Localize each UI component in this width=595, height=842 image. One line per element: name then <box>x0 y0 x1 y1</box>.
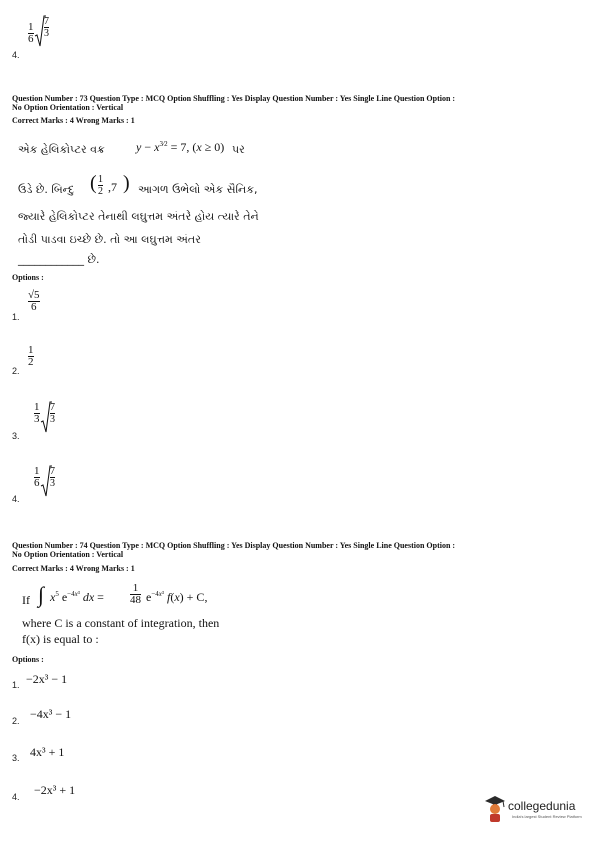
q73-option-1-value[interactable]: √5 6 <box>28 289 40 313</box>
graduate-mascot-icon <box>482 793 508 823</box>
numerator: 1 <box>28 21 34 33</box>
q73-point-paren-close: ) <box>123 172 130 194</box>
q74-header-line2: No Option Orientation : Vertical <box>12 550 124 559</box>
q73-option-2-number[interactable]: 2. <box>12 366 20 376</box>
q73-option-4-root: 7 3 <box>50 466 55 489</box>
q74-header-line1: Question Number : 74 Question Type : MCQ Option Shuffling : Yes Display Question Number : Yes Single Line Question Option : <box>12 541 456 550</box>
q73-option-4-fraction[interactable]: 1 6 <box>34 465 40 489</box>
q73-option-3-fraction[interactable]: 1 3 <box>34 401 40 425</box>
q74-line2: where C is a constant of integration, then <box>22 616 220 630</box>
q74-option-2-number[interactable]: 2. <box>12 716 20 726</box>
q73-options-label: Options : <box>12 273 44 282</box>
q74-option-4-value[interactable]: −2x³ + 1 <box>34 783 76 797</box>
q74-options-label: Options : <box>12 655 44 664</box>
brand-logo-text: collegedunia <box>508 799 576 813</box>
integral-sign: ∫ <box>38 582 45 607</box>
denominator-coef: 6 <box>28 33 34 45</box>
q73-text-line3: જ્યારે હેલિકોપ્ટર તેનાથી લઘુત્તમ અંતરે હોય ત્યારે તેને <box>18 210 259 223</box>
q74-if-text: If <box>22 593 30 607</box>
option-4-root: 7 3 <box>44 16 49 39</box>
q74-option-3-value[interactable]: 4x³ + 1 <box>30 745 65 759</box>
q74-integrand: $x^5$ $e^{-4x^3}$ dx = <box>50 590 104 604</box>
q73-option-3-root: 7 3 <box>50 402 55 425</box>
q74-marks: Correct Marks : 4 Wrong Marks : 1 <box>12 564 135 573</box>
q73-point-x: 1 2 <box>98 174 103 197</box>
q73-marks: Correct Marks : 4 Wrong Marks : 1 <box>12 116 135 125</box>
q74-option-4-number[interactable]: 4. <box>12 792 20 802</box>
q74-line3: f(x) is equal to : <box>22 632 99 646</box>
q73-text-line1-prefix: એક હેલિકોપ્ટર વક્ર <box>18 143 105 156</box>
q73-option-3-number[interactable]: 3. <box>12 431 20 441</box>
q74-rhs-fraction: 1 48 <box>130 582 141 606</box>
q74-option-2-value[interactable]: −4x³ − 1 <box>30 707 72 721</box>
q73-curve-equation: $y - x^{3⁄2} = 7$, (x ≥ 0) <box>136 140 225 154</box>
q73-text-line2-suffix: આગળ ઉભેલો એક સૈનિક, <box>138 183 258 196</box>
q74-rhs: $e^{-4x^3}$ f(x) + C, <box>146 590 208 604</box>
q74-option-3-number[interactable]: 3. <box>12 753 20 763</box>
q73-point-y: ,7 <box>108 180 117 194</box>
q73-text-line1-suffix: પર <box>232 143 245 156</box>
q73-header-line2: No Option Orientation : Vertical <box>12 103 124 112</box>
q73-option-1-number[interactable]: 1. <box>12 312 20 322</box>
q73-option-4-number[interactable]: 4. <box>12 494 20 504</box>
q73-text-line5: ____________ છે. <box>18 253 100 266</box>
q73-header-line1: Question Number : 73 Question Type : MCQ Option Shuffling : Yes Display Question Number : Yes Single Line Question Option : <box>12 94 456 103</box>
q73-option-2-value[interactable]: 1 2 <box>28 344 34 368</box>
q74-option-1-value[interactable]: −2x³ − 1 <box>26 672 68 686</box>
q73-point-paren-open: ( <box>90 172 97 194</box>
q73-text-line4: તોડી પાડવા ઇચ્છે છે. તો આ લઘુત્તમ અંતર <box>18 233 201 246</box>
radical-sign <box>34 14 46 48</box>
q74-option-1-number[interactable]: 1. <box>12 680 20 690</box>
option-4-fraction <box>28 22 34 45</box>
brand-tagline: India's largest Student Review Platform <box>512 814 582 819</box>
option-number: 4. <box>12 50 20 60</box>
q73-text-line2-prefix: ઉડે છે. બિન્દુ <box>18 183 75 196</box>
